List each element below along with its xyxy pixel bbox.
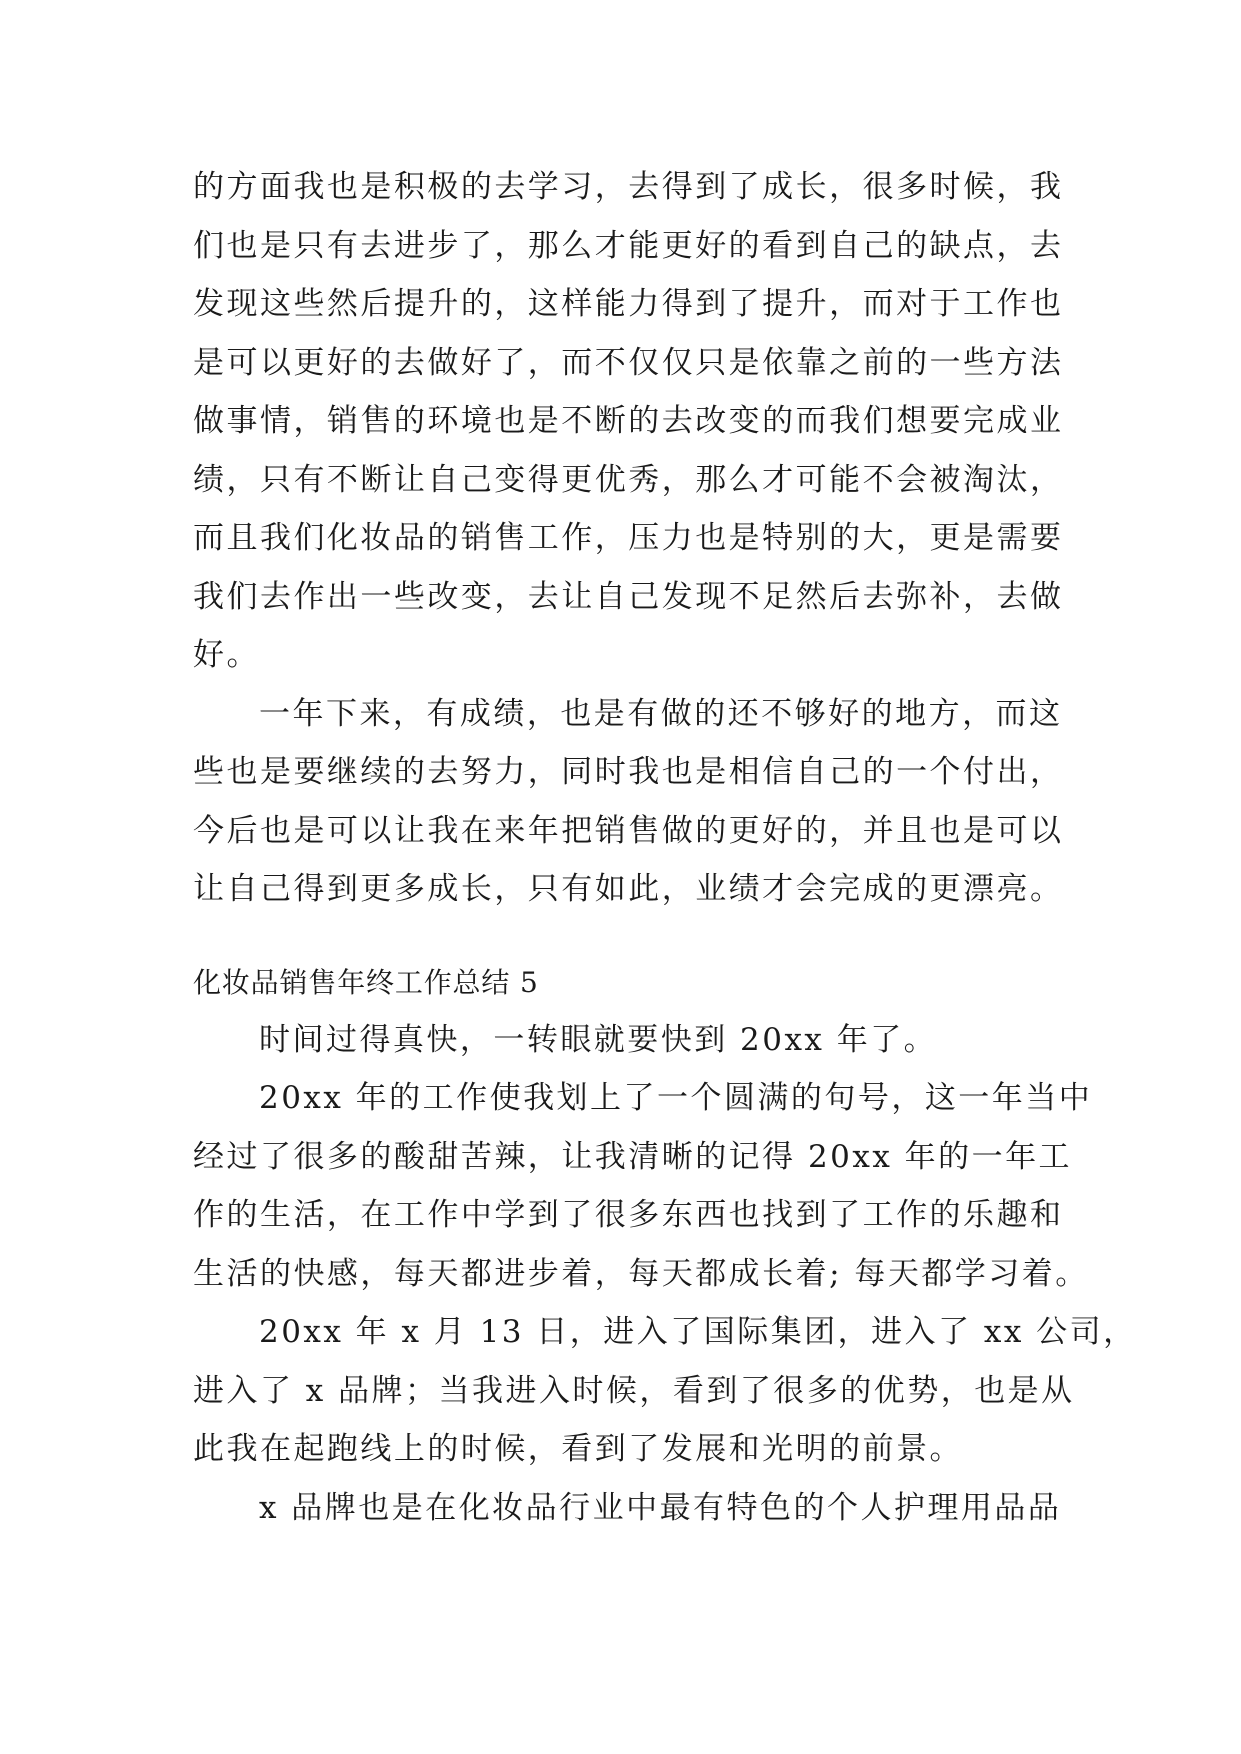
paragraph (193, 1069, 1093, 1303)
paragraph (193, 1303, 1137, 1479)
text-line: 发现这些然后提升的，这样能力得到了提升，而对于工作也 (193, 286, 1064, 322)
text-line: 做事情，销售的环境也是不断的去改变的而我们想要完成业 (193, 403, 1064, 439)
text-line: 些也是要继续的去努力，同时我也是相信自己的一个付出， (193, 754, 1064, 790)
text-line: 生活的快感，每天都进步着，每天都成长着; 每天都学习着。 (193, 1255, 1089, 1292)
spacer (193, 919, 1073, 955)
text-line: 是可以更好的去做好了，而不仅仅只是依靠之前的一些方法 (193, 344, 1064, 381)
text-line: 让自己得到更多成长，只有如此，业绩才会完成的更漂亮。 (193, 871, 1064, 907)
paragraph (193, 685, 1073, 919)
text-line: 们也是只有去进步了，那么才能更好的看到自己的缺点，去 (193, 227, 1064, 264)
text-line: 好。 (193, 637, 260, 673)
text-line: x 品牌也是在化妆品行业中最有特色的个人护理用品品 (259, 1489, 1062, 1526)
text-line: 一年下来，有成绩，也是有做的还不够好的地方，而这 (259, 695, 1063, 732)
text-line: 我们去作出一些改变，去让自己发现不足然后去弥补，去做 (193, 578, 1064, 615)
text-line: 经过了很多的酸甜苦辣，让我清晰的记得 20xx 年的一年工 (193, 1138, 1073, 1175)
text-line: 20xx 年 x 月 13 日，进入了国际集团，进入了 xx 公司， (259, 1314, 1137, 1350)
text-line: 此我在起跑线上的时候，看到了发展和光明的前景。 (193, 1431, 964, 1467)
section-heading: 化妆品销售年终工作总结 5 (193, 965, 539, 999)
text-line: 时间过得真快，一转眼就要快到 20xx 年了。 (259, 1021, 938, 1058)
text-line: 20xx 年的工作使我划上了一个圆满的句号，这一年当中 (259, 1080, 1093, 1116)
text-line: 进入了 x 品牌；当我进入时候，看到了很多的优势，也是从 (193, 1372, 1075, 1409)
document-page (193, 158, 1137, 1537)
text-line: 而且我们化妆品的销售工作，压力也是特别的大，更是需要 (193, 520, 1064, 556)
text-line: 的方面我也是积极的去学习，去得到了成长，很多时候，我 (193, 169, 1064, 205)
paragraph (193, 1479, 1073, 1538)
text-line: 今后也是可以让我在来年把销售做的更好的，并且也是可以 (193, 812, 1064, 849)
paragraph (193, 1011, 1073, 1070)
text-line: 绩，只有不断让自己变得更优秀，那么才可能不会被淘汰， (193, 461, 1064, 498)
text-line: 作的生活，在工作中学到了很多东西也找到了工作的乐趣和 (193, 1197, 1064, 1233)
paragraph (193, 158, 1073, 685)
